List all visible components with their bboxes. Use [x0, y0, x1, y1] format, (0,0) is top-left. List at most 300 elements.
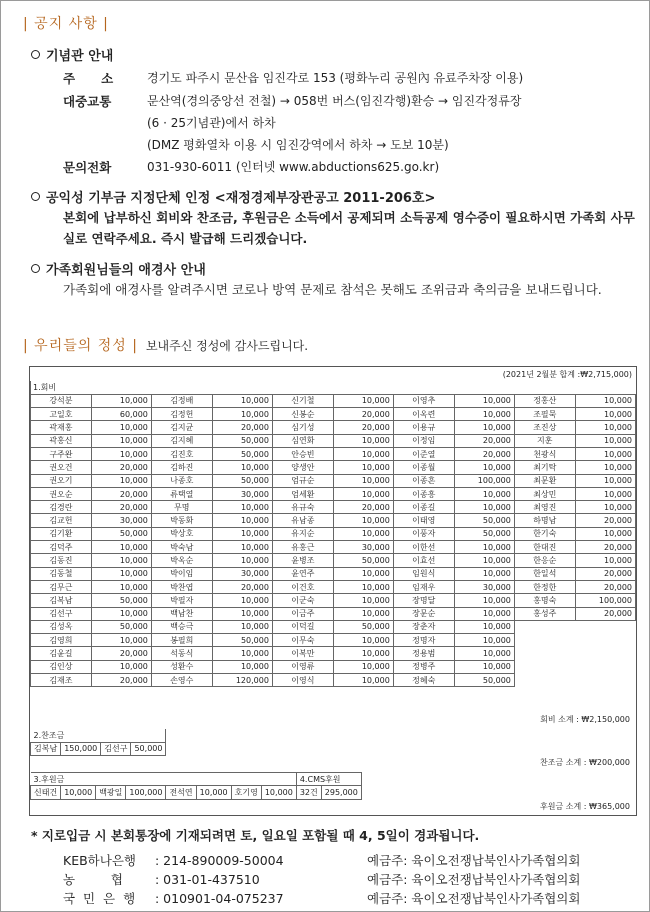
circle-bullet-icon	[31, 50, 40, 59]
bank-account-row	[63, 870, 580, 888]
donation-amount-cell: 20,000	[212, 421, 272, 434]
donation-amount-cell: 150,000	[61, 742, 101, 755]
donor-name-cell: 박필자	[151, 594, 212, 607]
donation-amount-cell	[575, 660, 635, 673]
donation-amount-cell: 10,000	[333, 487, 393, 500]
donation-amount-cell: 20,000	[454, 447, 514, 460]
donation-amount-cell: 10,000	[333, 674, 393, 687]
account-holder: 예금주: 육이오전쟁납북인사가족협의회	[367, 891, 581, 906]
donation-amount-cell: 10,000	[212, 394, 272, 407]
donor-name-cell: 장문순	[393, 607, 454, 620]
donor-name-cell	[514, 674, 575, 687]
fee-group-label: 1.회비	[31, 381, 636, 394]
donor-name-cell: 구주완	[31, 447, 92, 460]
donor-name-cell: 박이임	[151, 567, 212, 580]
account-number: : 214-890009-50004	[155, 853, 284, 868]
donation-amount-cell: 10,000	[212, 527, 272, 540]
donation-amount-cell: 10,000	[212, 660, 272, 673]
donor-name-cell: 호기영	[231, 786, 261, 799]
donation-amount-cell: 10,000	[212, 620, 272, 633]
donor-name-cell: 손영수	[151, 674, 212, 687]
support-table-row	[31, 742, 166, 755]
donation-amount-cell: 10,000	[333, 660, 393, 673]
donor-name-cell: 한응순	[514, 554, 575, 567]
donor-name-cell: 김영희	[31, 634, 92, 647]
donation-amount-cell: 30,000	[333, 541, 393, 554]
donor-name-cell: 김동진	[31, 554, 92, 567]
donor-name-cell: 김교헌	[31, 514, 92, 527]
donor-name-cell: 고일호	[31, 408, 92, 421]
donor-name-cell: 김정배	[151, 394, 212, 407]
bank-name: KEB하나은행	[63, 853, 136, 868]
donation-amount-cell: 295,000	[321, 786, 361, 799]
donor-name-cell: 홍명숙	[514, 594, 575, 607]
donation-amount-cell: 10,000	[575, 487, 635, 500]
support-table	[30, 729, 166, 756]
donor-name-cell: 전석연	[166, 786, 196, 799]
donor-name-cell: 이종월	[393, 461, 454, 474]
donation-amount-cell: 10,000	[454, 394, 514, 407]
donation-amount-cell: 50,000	[454, 674, 514, 687]
donor-name-cell: 정혜숙	[393, 674, 454, 687]
donation-amount-cell: 100,000	[126, 786, 166, 799]
fee-table-row	[31, 487, 636, 500]
donation-amount-cell: 10,000	[575, 461, 635, 474]
transit-text-2: (6 · 25기념관)에서 하차	[147, 116, 276, 130]
donor-name-cell: 김복남	[31, 742, 61, 755]
donor-name-cell: 하명남	[514, 514, 575, 527]
donation-amount-cell: 50,000	[333, 620, 393, 633]
donor-name-cell: 강석분	[31, 394, 92, 407]
donation-org-heading	[31, 187, 435, 206]
sponsor-group-label: 3.후원금	[31, 773, 297, 786]
donation-amount-cell: 10,000	[212, 647, 272, 660]
donor-name-cell: 김재조	[31, 674, 92, 687]
condolence-title: 가족회원님들의 애경사 안내	[46, 263, 206, 278]
donor-name-cell: 김동철	[31, 567, 92, 580]
donation-amount-cell: 100,000	[575, 594, 635, 607]
donation-amount-cell: 10,000	[575, 501, 635, 514]
donor-name-cell: 김덕주	[31, 541, 92, 554]
fee-table-row	[31, 474, 636, 487]
fee-table-row	[31, 594, 636, 607]
fee-subtotal: 회비 소계 : ₩2,150,000	[540, 715, 630, 724]
donation-amount-cell: 10,000	[454, 594, 514, 607]
fee-table-row	[31, 647, 636, 660]
donor-name-cell: 나종호	[151, 474, 212, 487]
donation-amount-cell: 10,000	[333, 447, 393, 460]
donor-name-cell: 성환수	[151, 660, 212, 673]
donation-amount-cell: 10,000	[454, 660, 514, 673]
donor-name-cell: 이효선	[393, 554, 454, 567]
donation-amount-cell: 10,000	[61, 786, 96, 799]
donor-name-cell: 이정임	[393, 434, 454, 447]
donation-amount-cell: 50,000	[91, 620, 151, 633]
donations-title: | 우리들의 정성 |	[23, 338, 138, 354]
donor-name-cell: 유규숙	[272, 501, 333, 514]
circle-bullet-icon	[31, 192, 40, 201]
donation-amount-cell: 10,000	[91, 541, 151, 554]
donation-org-body: 본회에 납부하신 회비와 찬조금, 후원금은 소득에서 공제되며 소득공제 영수증이 필요하시면 가족회 사무실로 연락주세요. 즉시 발급해 드리겠습니다.	[63, 210, 635, 246]
donation-amount-cell: 20,000	[91, 487, 151, 500]
donation-amount-cell: 10,000	[91, 580, 151, 593]
donor-name-cell: 권오건	[31, 461, 92, 474]
condolence-body: 가족회에 애경사를 알려주시면 코로나 방역 문제로 참석은 못해도 조위금과 축의금을 보내드립니다.	[63, 282, 602, 297]
donor-name-cell: 이금주	[272, 607, 333, 620]
account-number: : 010901-04-075237	[155, 891, 284, 906]
fee-table-row	[31, 501, 636, 514]
donation-amount-cell: 20,000	[333, 421, 393, 434]
donation-amount-cell: 50,000	[212, 434, 272, 447]
donor-name-cell: 심연화	[272, 434, 333, 447]
donation-amount-cell: 10,000	[212, 554, 272, 567]
donor-name-cell: 한정한	[514, 580, 575, 593]
donation-amount-cell	[575, 647, 635, 660]
donor-name-cell: 무명	[151, 501, 212, 514]
donation-amount-cell: 10,000	[333, 527, 393, 540]
fee-table	[30, 381, 636, 687]
donor-name-cell: 김하진	[151, 461, 212, 474]
donation-amount-cell: 10,000	[212, 501, 272, 514]
support-group-label: 2.찬조금	[31, 729, 166, 742]
donation-amount-cell: 20,000	[575, 541, 635, 554]
donor-name-cell: 최영진	[514, 501, 575, 514]
donation-org-title: 공익성 기부금 지정단체 인정 <재정경제부장관공고 2011-206호>	[46, 191, 436, 206]
sponsor-subtotal: 후원금 소계 : ₩365,000	[540, 802, 630, 811]
donation-amount-cell: 10,000	[212, 541, 272, 554]
donation-amount-cell: 20,000	[454, 434, 514, 447]
donation-amount-cell: 60,000	[91, 408, 151, 421]
donor-name-cell: 백남찬	[151, 607, 212, 620]
donor-name-cell: 이태영	[393, 514, 454, 527]
donation-amount-cell	[575, 620, 635, 633]
donation-amount-cell: 10,000	[212, 408, 272, 421]
donor-name-cell: 장명달	[393, 594, 454, 607]
donor-name-cell: 김선구	[31, 607, 92, 620]
donor-name-cell: 이종흥	[393, 487, 454, 500]
donation-amount-cell: 10,000	[91, 634, 151, 647]
fee-table-row	[31, 607, 636, 620]
donor-name-cell: 한대진	[514, 541, 575, 554]
donor-name-cell: 곽재홍	[31, 421, 92, 434]
donation-amount-cell: 10,000	[212, 514, 272, 527]
donor-name-cell: 정명자	[393, 634, 454, 647]
donation-amount-cell: 50,000	[454, 527, 514, 540]
donor-name-cell: 엄세환	[272, 487, 333, 500]
donation-amount-cell: 10,000	[575, 408, 635, 421]
donation-amount-cell: 50,000	[131, 742, 166, 755]
donation-amount-cell: 50,000	[333, 554, 393, 567]
transit-text-1: 문산역(경의중앙선 전철) → 058번 버스(임진각행)환승 → 임진각정류장	[147, 94, 522, 108]
donor-name-cell: 이덕길	[272, 620, 333, 633]
donor-name-cell: 곽홍신	[31, 434, 92, 447]
donation-amount-cell	[575, 674, 635, 687]
donation-table-box	[29, 366, 637, 816]
donor-name-cell: 윤병조	[272, 554, 333, 567]
donation-amount-cell: 50,000	[212, 474, 272, 487]
address-text: 경기도 파주시 문산읍 임진각로 153 (평화누리 공원內 유료주차장 이용)	[147, 71, 524, 85]
donation-amount-cell: 20,000	[575, 567, 635, 580]
donation-amount-cell: 10,000	[91, 607, 151, 620]
donor-name-cell: 봉필희	[151, 634, 212, 647]
sponsor-table	[30, 772, 362, 800]
donation-amount-cell: 10,000	[454, 620, 514, 633]
donor-name-cell: 유남종	[272, 514, 333, 527]
donation-amount-cell: 10,000	[91, 554, 151, 567]
donation-amount-cell: 10,000	[454, 408, 514, 421]
donation-amount-cell: 10,000	[196, 786, 231, 799]
donor-name-cell: 김윤길	[31, 647, 92, 660]
phone-label: 문의전화	[63, 160, 112, 175]
donation-amount-cell: 10,000	[454, 647, 514, 660]
donation-amount-cell: 120,000	[212, 674, 272, 687]
donation-amount-cell: 10,000	[454, 487, 514, 500]
donation-amount-cell: 50,000	[91, 594, 151, 607]
donor-name-cell: 김경란	[31, 501, 92, 514]
donor-name-cell: 이영식	[272, 674, 333, 687]
donor-name-cell: 김무근	[31, 580, 92, 593]
donor-name-cell: 엄규순	[272, 474, 333, 487]
donor-name-cell: 박상호	[151, 527, 212, 540]
donor-name-cell: 양생안	[272, 461, 333, 474]
donor-name-cell: 이한선	[393, 541, 454, 554]
donor-name-cell: 이무숙	[272, 634, 333, 647]
donor-name-cell: 안승빈	[272, 447, 333, 460]
donation-amount-cell: 30,000	[454, 580, 514, 593]
cms-group-label: 4.CMS후원	[296, 773, 361, 786]
bank-name: 국 민 은 행	[63, 891, 136, 906]
donation-amount-cell: 10,000	[454, 501, 514, 514]
donor-name-cell: 유홍근	[272, 541, 333, 554]
donation-amount-cell: 20,000	[91, 647, 151, 660]
donation-amount-cell: 10,000	[333, 514, 393, 527]
account-number: : 031-01-437510	[155, 872, 260, 887]
donation-amount-cell: 10,000	[333, 394, 393, 407]
donor-name-cell: 정용범	[393, 647, 454, 660]
donation-amount-cell: 10,000	[454, 634, 514, 647]
bank-account-row	[63, 889, 580, 907]
fee-table-row	[31, 421, 636, 434]
donation-amount-cell: 10,000	[454, 461, 514, 474]
donor-name-cell: 이종흔	[393, 474, 454, 487]
fee-table-row	[31, 660, 636, 673]
donation-amount-cell: 10,000	[333, 634, 393, 647]
donor-name-cell	[514, 620, 575, 633]
donor-name-cell: 이종길	[393, 501, 454, 514]
donor-name-cell: 장춘자	[393, 620, 454, 633]
donor-name-cell: 김성옥	[31, 620, 92, 633]
donation-amount-cell: 10,000	[91, 421, 151, 434]
fee-table-row	[31, 461, 636, 474]
donation-amount-cell: 50,000	[212, 634, 272, 647]
donation-amount-cell: 20,000	[333, 408, 393, 421]
transit-text-3: (DMZ 평화열차 이용 시 임진강역에서 하차 → 도보 10분)	[147, 138, 449, 152]
account-holder: 예금주: 육이오전쟁납북인사가족협의회	[367, 872, 581, 887]
donation-amount-cell: 10,000	[575, 394, 635, 407]
donor-name-cell: 이용규	[393, 421, 454, 434]
donation-amount-cell: 10,000	[261, 786, 296, 799]
donation-amount-cell: 30,000	[91, 514, 151, 527]
donation-amount-cell: 10,000	[454, 421, 514, 434]
donor-name-cell: 최기탁	[514, 461, 575, 474]
fee-table-row	[31, 527, 636, 540]
donation-amount-cell: 10,000	[91, 447, 151, 460]
donation-amount-cell: 10,000	[454, 567, 514, 580]
bank-name: 농 협	[63, 872, 123, 887]
memorial-info-title: 기념관 안내	[46, 49, 114, 64]
address-label: 주 소	[63, 71, 114, 86]
donations-subtitle: 보내주신 정성에 감사드립니다.	[145, 339, 309, 353]
fee-table-row	[31, 514, 636, 527]
donation-amount-cell: 10,000	[575, 527, 635, 540]
donation-amount-cell: 10,000	[454, 554, 514, 567]
donor-name-cell: 정병주	[393, 660, 454, 673]
donation-amount-cell: 20,000	[91, 501, 151, 514]
fee-table-row	[31, 580, 636, 593]
donation-amount-cell: 10,000	[454, 541, 514, 554]
donor-name-cell: 이영류	[272, 660, 333, 673]
donation-amount-cell: 10,000	[333, 461, 393, 474]
donation-amount-cell: 10,000	[212, 461, 272, 474]
donations-section-title	[23, 335, 308, 355]
donor-name-cell: 유지순	[272, 527, 333, 540]
condolence-heading	[31, 259, 206, 278]
donation-amount-cell	[575, 634, 635, 647]
donor-name-cell	[514, 660, 575, 673]
donor-name-cell: 이건호	[272, 580, 333, 593]
transit-label: 대중교통	[63, 94, 112, 109]
donation-amount-cell: 50,000	[212, 447, 272, 460]
donation-amount-cell: 10,000	[91, 567, 151, 580]
donor-name-cell: 박숙남	[151, 541, 212, 554]
donor-name-cell: 박동화	[151, 514, 212, 527]
donation-amount-cell: 20,000	[91, 461, 151, 474]
donor-name-cell	[514, 634, 575, 647]
donor-name-cell: 김인상	[31, 660, 92, 673]
donation-amount-cell: 10,000	[333, 647, 393, 660]
donor-name-cell: 김복남	[31, 594, 92, 607]
donor-name-cell: 이군숙	[272, 594, 333, 607]
donation-amount-cell: 10,000	[333, 567, 393, 580]
giro-note: * 지로입금 시 본회통장에 기재되려면 토, 일요일 포함될 때 4, 5일이 경과됩니다.	[31, 828, 480, 843]
donor-name-cell: 백광일	[96, 786, 126, 799]
donation-amount-cell: 20,000	[212, 580, 272, 593]
memorial-info-heading	[31, 45, 113, 64]
donation-amount-cell: 10,000	[575, 434, 635, 447]
donor-name-cell: 이풍자	[393, 527, 454, 540]
support-subtotal: 찬조금 소계 : ₩200,000	[540, 758, 630, 767]
donation-amount-cell: 10,000	[333, 434, 393, 447]
circle-bullet-icon	[31, 264, 40, 273]
fee-table-row	[31, 634, 636, 647]
fee-table-row	[31, 434, 636, 447]
total-date-label: (2021년 2월분 합계 :₩2,715,000)	[502, 370, 632, 379]
donor-name-cell: 한기숙	[514, 527, 575, 540]
fee-table-row	[31, 554, 636, 567]
donation-amount-cell: 10,000	[333, 594, 393, 607]
donation-amount-cell: 100,000	[454, 474, 514, 487]
donor-name-cell: 천광식	[514, 447, 575, 460]
donation-amount-cell: 20,000	[575, 580, 635, 593]
donation-amount-cell: 10,000	[333, 580, 393, 593]
donor-name-cell	[514, 647, 575, 660]
donation-amount-cell: 20,000	[333, 501, 393, 514]
fee-table-row	[31, 408, 636, 421]
donor-name-cell: 김선구	[101, 742, 131, 755]
donor-name-cell: 김지균	[151, 421, 212, 434]
account-holder: 예금주: 육이오전쟁납북인사가족협의회	[367, 853, 581, 868]
donor-name-cell: 김진호	[151, 447, 212, 460]
donor-name-cell: 이영추	[393, 394, 454, 407]
donor-name-cell: 임원식	[393, 567, 454, 580]
donor-name-cell: 신태건	[31, 786, 61, 799]
donor-name-cell: 이복만	[272, 647, 333, 660]
donation-amount-cell: 10,000	[575, 474, 635, 487]
donor-name-cell: 정홍산	[514, 394, 575, 407]
donor-name-cell: 김정헌	[151, 408, 212, 421]
donor-name-cell: 백승극	[151, 620, 212, 633]
donation-amount-cell: 20,000	[575, 607, 635, 620]
donor-name-cell: 박찬엽	[151, 580, 212, 593]
fee-table-row	[31, 447, 636, 460]
donation-amount-cell: 30,000	[212, 487, 272, 500]
donor-name-cell: 박옥순	[151, 554, 212, 567]
donor-name-cell: 권오기	[31, 474, 92, 487]
bank-account-row	[63, 851, 580, 869]
donor-name-cell: 32건	[296, 786, 321, 799]
donor-name-cell: 신기철	[272, 394, 333, 407]
phone-text: 031-930-6011 (인터넷 www.abductions625.go.kr)	[147, 160, 440, 174]
donation-amount-cell: 10,000	[91, 434, 151, 447]
sponsor-table-row	[31, 786, 362, 799]
donor-name-cell: 조진상	[514, 421, 575, 434]
donation-amount-cell: 10,000	[575, 447, 635, 460]
donation-amount-cell: 10,000	[91, 394, 151, 407]
donor-name-cell: 조필묵	[514, 408, 575, 421]
donation-amount-cell: 30,000	[212, 567, 272, 580]
donation-amount-cell: 10,000	[575, 421, 635, 434]
donor-name-cell: 이옥련	[393, 408, 454, 421]
donation-amount-cell: 20,000	[575, 514, 635, 527]
donor-name-cell: 권오순	[31, 487, 92, 500]
donor-name-cell: 김기환	[31, 527, 92, 540]
donor-name-cell: 지훈	[514, 434, 575, 447]
donation-amount-cell: 20,000	[91, 674, 151, 687]
donation-amount-cell: 10,000	[91, 660, 151, 673]
donation-amount-cell: 10,000	[575, 554, 635, 567]
donor-name-cell: 최상민	[514, 487, 575, 500]
donation-amount-cell: 10,000	[91, 474, 151, 487]
donation-amount-cell: 50,000	[91, 527, 151, 540]
donation-amount-cell: 10,000	[212, 607, 272, 620]
fee-table-row	[31, 620, 636, 633]
fee-table-row	[31, 674, 636, 687]
donor-name-cell: 심기성	[272, 421, 333, 434]
donation-amount-cell: 10,000	[333, 474, 393, 487]
fee-table-row	[31, 394, 636, 407]
donor-name-cell: 최문환	[514, 474, 575, 487]
notice-section-title: | 공지 사항 |	[23, 16, 109, 32]
donation-amount-cell: 10,000	[454, 607, 514, 620]
donor-name-cell: 이준열	[393, 447, 454, 460]
donor-name-cell: 김지혜	[151, 434, 212, 447]
fee-table-row	[31, 541, 636, 554]
donor-name-cell: 임재우	[393, 580, 454, 593]
donor-name-cell: 신봉순	[272, 408, 333, 421]
donation-amount-cell: 10,000	[212, 594, 272, 607]
donation-amount-cell: 10,000	[333, 607, 393, 620]
donor-name-cell: 석동식	[151, 647, 212, 660]
